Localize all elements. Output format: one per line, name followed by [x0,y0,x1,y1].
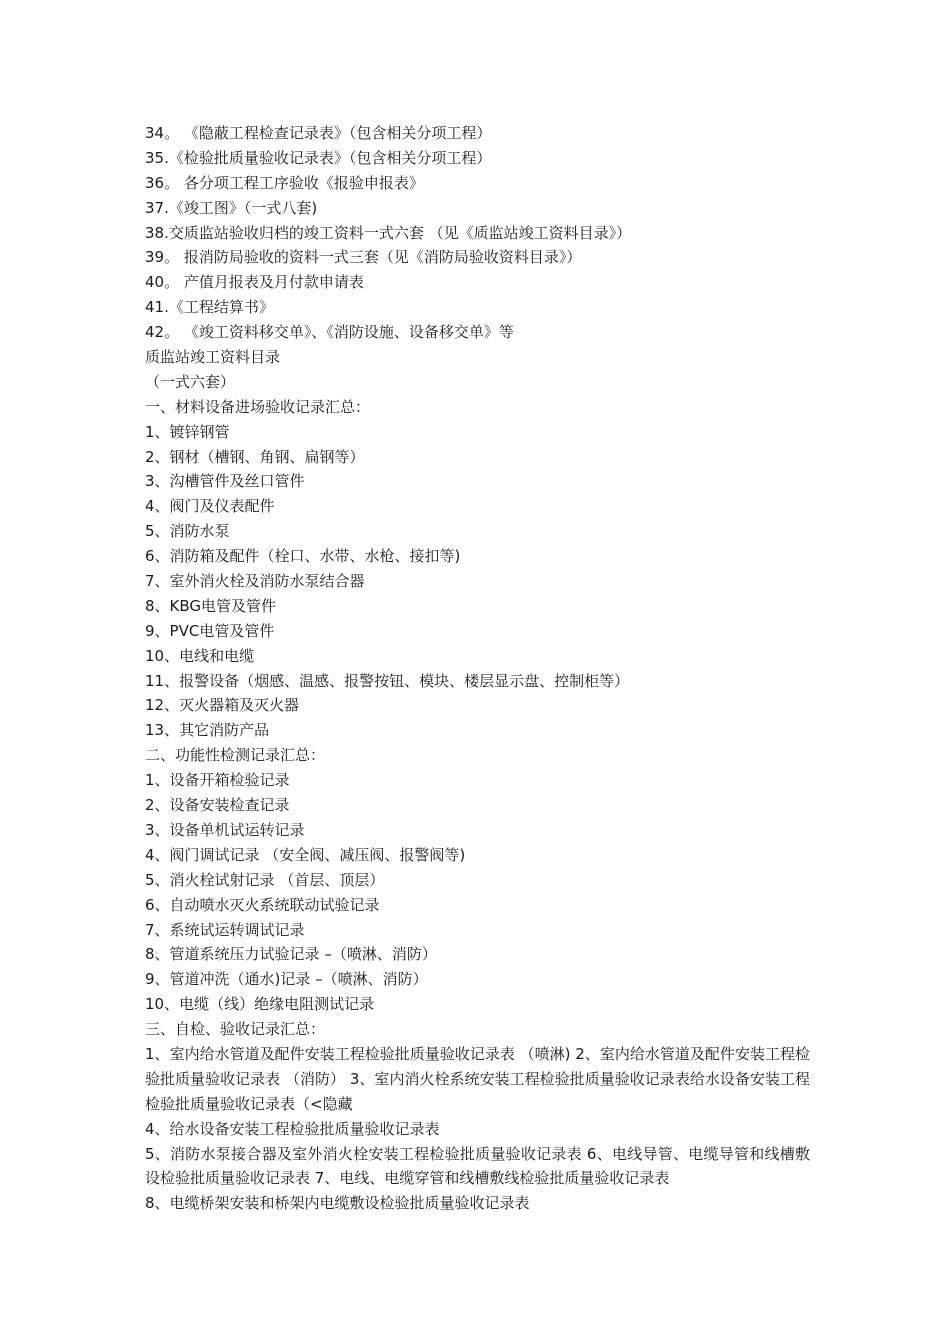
heading-materials: 一、材料设备进场验收记录汇总： [145,397,371,416]
list-item: 9、管道冲洗（通水)记录 –（喷淋、消防） [145,970,428,989]
text-line-41: 41.《工程结算书》 [145,298,274,317]
list-item: 7、系统试运转调试记录 [145,920,305,939]
list-item: 4、阀门调试记录 （安全阀、减压阀、报警阀等) [145,845,466,864]
list-item: 11、报警设备（烟感、温感、报警按钮、模块、楼层显示盘、控制柜等） [145,671,630,690]
list-item: 4、给水设备安装工程检验批质量验收记录表 [145,1119,440,1138]
heading-function-tests: 二、功能性检测记录汇总： [145,746,326,765]
list-item: 13、其它消防产品 [145,721,270,740]
list-item: 1、镀锌钢管 [145,422,230,441]
section-subtitle: （一式六套） [145,372,236,391]
section-title: 质监站竣工资料目录 [145,348,281,367]
list-item: 4、阀门及仪表配件 [145,497,275,516]
list-item: 3、沟槽管件及丝口管件 [145,472,305,491]
list-item: 6、自动喷水灭火系统联动试验记录 [145,895,380,914]
paragraph-records-5-7: 5、消防水泵接合器及室外消火栓安装工程检验批质量验收记录表 6、电线导管、电缆导管和线槽敷设检验批质量验收记录表 7、电线、电缆穿管和线槽敷线检验批质量验收记录表 [145,1144,810,1188]
list-item: 2、设备安装检查记录 [145,796,290,815]
document-page [145,121,810,1216]
text-line-42: 42。 《竣工资料移交单》、《消防设施、设备移交单》等 [145,323,514,342]
text-line-39: 39。 报消防局验收的资料一式三套（见《消防局验收资料目录》） [145,248,582,267]
list-item: 2、钢材（槽钢、角钢、扁钢等） [145,447,365,466]
list-item: 8、KBG电管及管件 [145,596,277,615]
paragraph-records-1-3: 1、室内给水管道及配件安装工程检验批质量验收记录表 （喷淋) 2、室内给水管道及配件安装工程检验批质量验收记录表 （消防） 3、室内消火栓系统安装工程检验批质量验收记录表给水设备安装工程检验批质量验收记录表（<隐藏 [145,1044,810,1113]
list-item: 10、电线和电缆 [145,646,255,665]
list-item: 6、消防箱及配件（栓口、水带、水枪、接扣等) [145,547,461,566]
list-item: 8、电缆桥架安装和桥架内电缆敷设检验批质量验收记录表 [145,1194,530,1213]
list-item: 1、设备开箱检验记录 [145,771,290,790]
text-line-35: 35.《检验批质量验收记录表》（包含相关分项工程） [145,148,492,167]
text-line-36: 36。 各分项工程工序验收《报验申报表》 [145,173,424,192]
list-item: 5、消防水泵 [145,522,230,541]
list-item: 7、室外消火栓及消防水泵结合器 [145,572,365,591]
list-item: 3、设备单机试运转记录 [145,820,305,839]
text-line-40: 40。 产值月报表及月付款申请表 [145,273,364,292]
text-line-38: 38.交质监站验收归档的竣工资料一式六套 （见《质监站竣工资料目录》） [145,223,632,242]
list-item: 12、灭火器箱及灭火器 [145,696,300,715]
text-line-37: 37.《竣工图》（一式八套) [145,198,318,217]
list-item: 10、电缆（线）绝缘电阻测试记录 [145,995,375,1014]
heading-self-inspection: 三、自检、验收记录汇总： [145,1020,326,1039]
list-item: 8、管道系统压力试验记录 –（喷淋、消防） [145,945,437,964]
list-item: 5、消火栓试射记录 （首层、顶层） [145,870,385,889]
text-line-34: 34。 《隐蔽工程检查记录表》（包含相关分项工程） [145,124,492,142]
list-item: 9、PVC电管及管件 [145,621,275,640]
